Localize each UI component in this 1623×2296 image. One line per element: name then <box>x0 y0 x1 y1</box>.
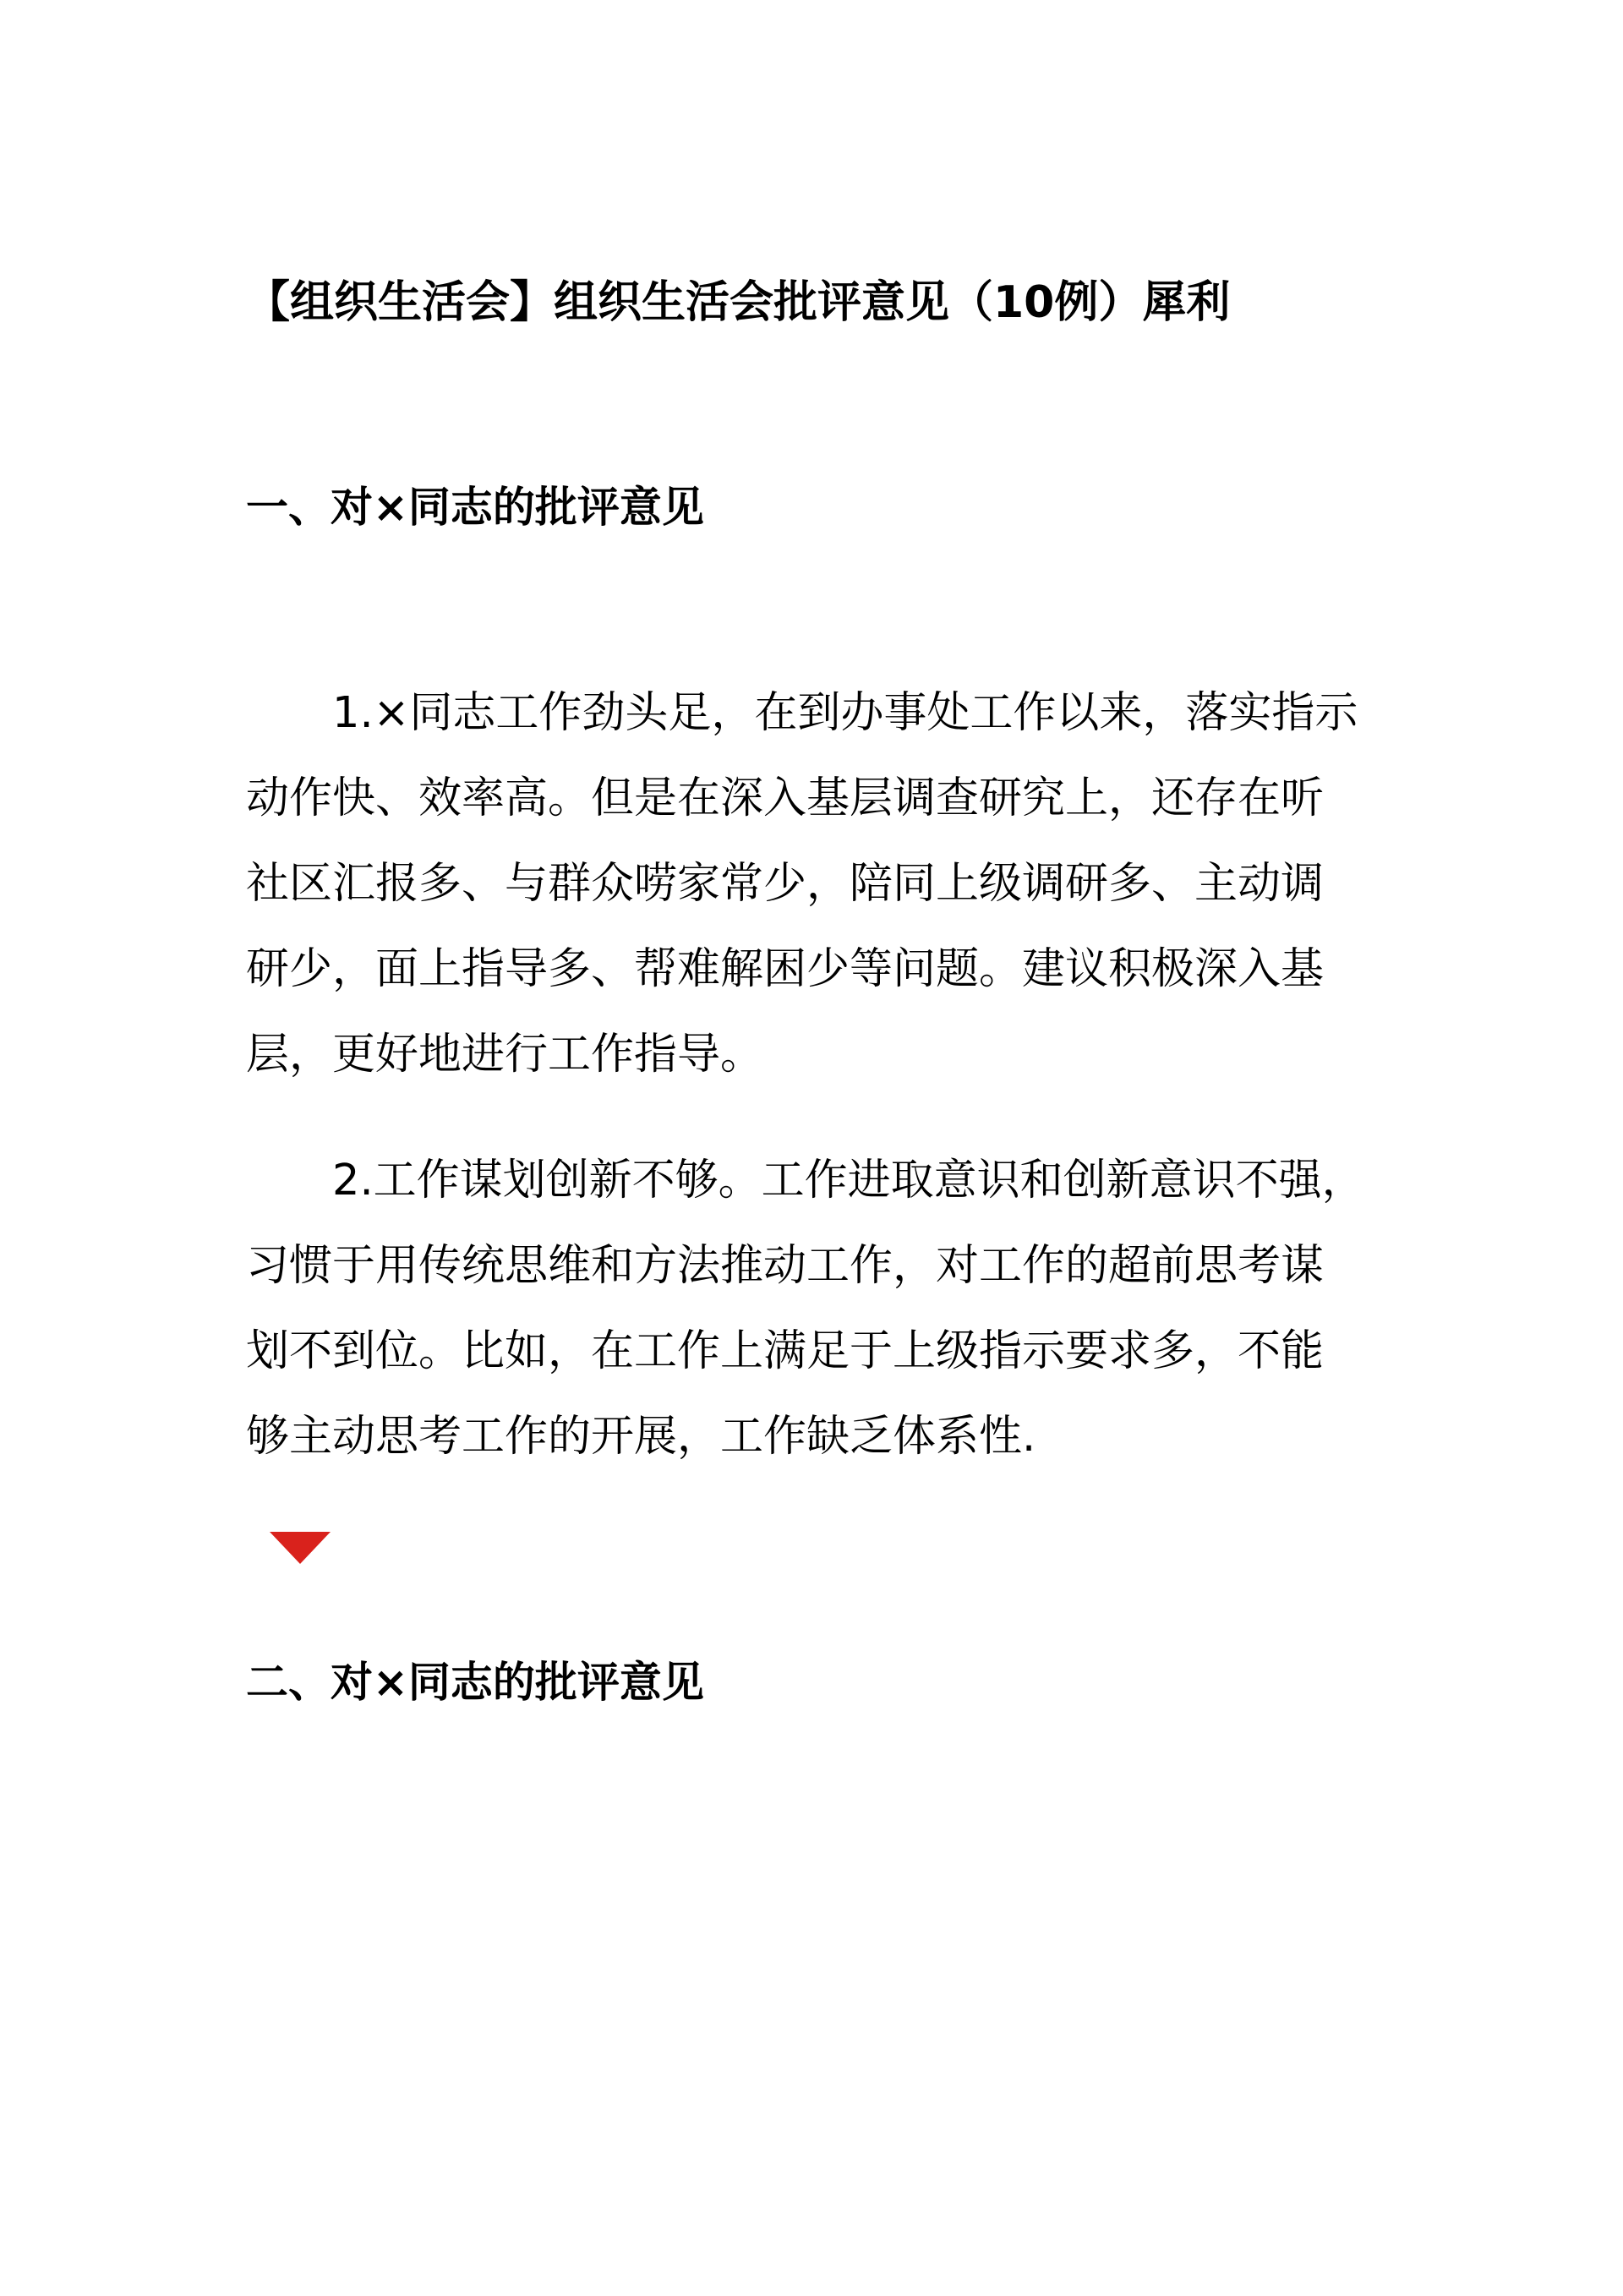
paragraph-line: 社区汇报多、与群众唠家常少，陪同上级调研多、主动调 <box>246 859 1325 909</box>
paragraph-2 <box>246 1138 1387 1479</box>
paragraph-line: 划不到位。比如，在工作上满足于上级指示要求多，不能 <box>246 1326 1325 1376</box>
section-heading-1: 一、对×同志的批评意见 <box>246 483 704 532</box>
paragraph-line: 够主动思考工作的开展，工作缺乏体系性. <box>246 1412 1036 1462</box>
paragraph-line: 层，更好地进行工作指导。 <box>246 1030 764 1080</box>
paragraph-line: 动作快、效率高。但是在深入基层调查研究上，还存在听 <box>246 774 1325 823</box>
paragraph-line: 习惯于用传统思维和方法推动工作，对工作的超前思考谋 <box>246 1241 1325 1291</box>
paragraph-line: 2.工作谋划创新不够。工作进取意识和创新意识不强， <box>332 1156 1365 1205</box>
section-heading-2: 二、对×同志的批评意见 <box>246 1658 704 1707</box>
paragraph-line: 研少，面上指导多、帮难解困少等问题。建议积极深入基 <box>246 944 1325 994</box>
document-title: 【组织生活会】组织生活会批评意见（10例）犀利 <box>246 277 1231 328</box>
down-triangle-icon <box>270 1532 331 1564</box>
paragraph-line: 1.×同志工作劲头足，在到办事处工作以来，落实指示 <box>332 688 1358 738</box>
paragraph-1 <box>246 670 1387 1097</box>
